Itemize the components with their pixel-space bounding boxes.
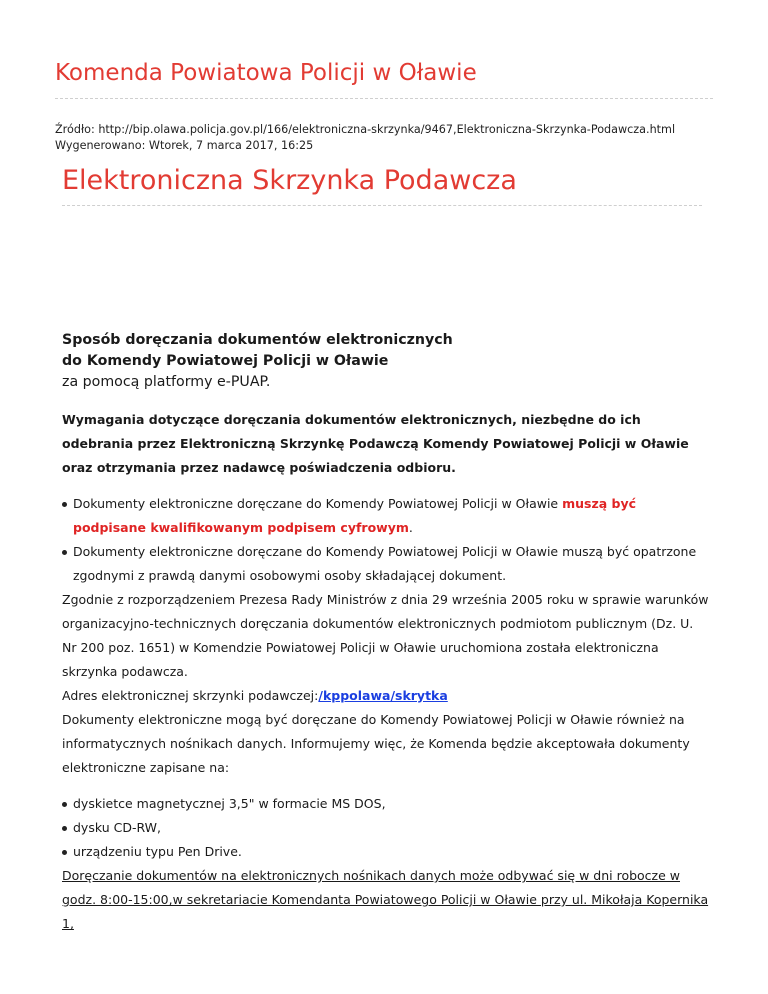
requirements-heading: Wymagania dotyczące doręczania dokumentów elektronicznych, niezbędne do ich odebrania przez Elektroniczną Skrzynkę Podawczą Komendy Powiatowej Policji w Oławie oraz otrzymania przez nadawcę poświadczenia odbioru. [62,412,689,475]
list-item [62,492,710,540]
list-item: dyskietce magnetycznej 3,5" w formacie MS DOS, [62,792,710,816]
address-label: Adres elektronicznej skrzynki podawczej: [62,688,319,703]
item-text: Dokumenty elektroniczne doręczane do Komendy Powiatowej Policji w Oławie [73,496,563,511]
signature-requirement: muszą być podpisane kwalifikowanym podpisem cyfrowym [73,496,637,535]
law-paragraph: Zgodnie z rozporządzeniem Prezesa Rady Ministrów z dnia 29 września 2005 roku w sprawie warunków organizacyjno-technicznych doręczania dokumentów elektronicznych podmiotom publicznym (Dz. U. Nr 200 poz. 1651) w Komendzie Powiatowej Policji w Oławie uruchomiona została elektroniczna skrzynka podawcza. [62,592,709,679]
intro-line-3: za pomocą platformy e-PUAP. [62,374,271,390]
page-title: Elektroniczna Skrzynka Podawcza [62,165,517,196]
source-line: Źródło: http://bip.olawa.policja.gov.pl/166/elektroniczna-skrzynka/9467,Elektroniczna-Skrzynka-Podawcza.html [55,123,676,136]
document-meta [55,122,675,154]
list-item: dysku CD-RW, [62,816,710,840]
header-divider [55,98,713,99]
title-divider [62,205,702,206]
delivery-paragraph: Doręczanie dokumentów na elektronicznych nośnikach danych może odbywać się w dni robocze w godz. 8:00-15:00,w sekretariacie Komendanta Powiatowego Policji w Oławie przy ul. Mikołaja Kopernika 1, [62,868,709,931]
list-item: Dokumenty elektroniczne doręczane do Komendy Powiatowej Policji w Oławie muszą być opatrzone zgodnymi z prawdą danymi osobowymi osoby składającej dokument. [62,540,710,588]
site-title: Komenda Powiatowa Policji w Oławie [55,60,477,86]
generated-line: Wygenerowano: Wtorek, 7 marca 2017, 16:25 [55,139,314,152]
intro-line-2: do Komendy Powiatowej Policji w Oławie [62,353,389,369]
media-list [62,792,710,864]
list-item: urządzeniu typu Pen Drive. [62,840,710,864]
article-content [62,330,710,936]
intro-block [62,330,710,393]
address-paragraph [62,684,710,708]
intro-line-1: Sposób doręczania dokumentów elektronicznych [62,332,453,348]
media-paragraph: Dokumenty elektroniczne mogą być doręczane do Komendy Powiatowej Policji w Oławie również na informatycznych nośnikach danych. Informujemy więc, że Komenda będzie akceptowała dokumenty elektroniczne zapisane na: [62,712,690,775]
mailbox-address-link[interactable]: /kppolawa/skrytka [318,688,448,703]
requirements-list [62,492,710,588]
item-end: . [408,520,413,535]
